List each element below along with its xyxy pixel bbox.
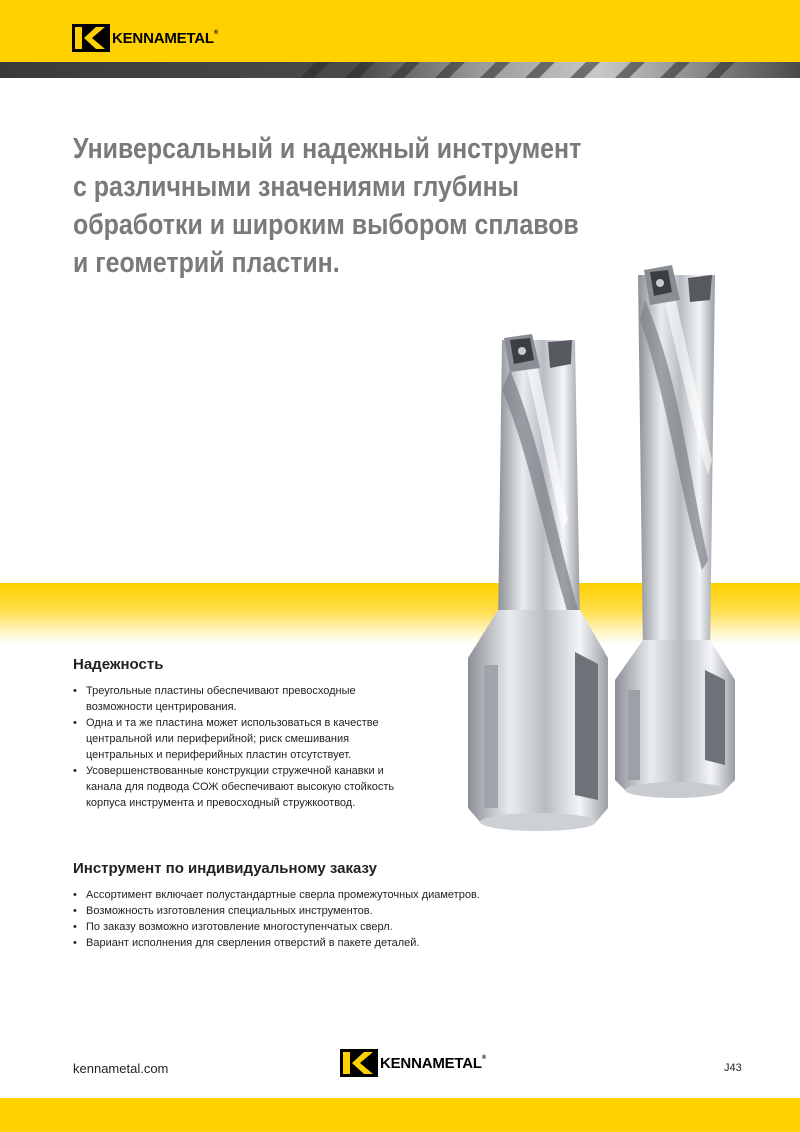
bullet-list (73, 887, 533, 951)
list-item: • Ассортимент включает полустандартные сверла промежуточных диаметров. (73, 889, 480, 901)
headline-line: Универсальный и надежный инструмент (73, 133, 582, 165)
kennametal-logo-bottom (340, 1049, 486, 1077)
kennametal-k-logo-icon (72, 24, 110, 52)
kennametal-logo-top (72, 24, 218, 52)
drill-small (468, 334, 608, 831)
bullet-icon: • (73, 765, 77, 777)
list-item: • Возможность изготовления специальных инструментов. (73, 905, 373, 917)
bullet-icon: • (73, 905, 77, 917)
bullet-icon: • (73, 921, 77, 933)
list-item: • Усовершенствованные конструкции стружечной канавки и канала для подвода СОЖ обеспечивают высокую стойкость корпуса инструмента и превосходный стружкоотвод. (73, 765, 395, 809)
bullet-list (73, 683, 403, 811)
section-custom-tools (73, 860, 533, 951)
bullet-icon: • (73, 685, 77, 697)
list-item: • По заказу возможно изготовление многоступенчатых сверл. (73, 921, 393, 933)
footer-website-link[interactable]: kennametal.com (73, 1061, 169, 1076)
list-item: • Вариант исполнения для сверления отверстий в пакете деталей. (73, 937, 420, 949)
section-title: Надежность (73, 656, 164, 673)
headline-line: с различными значениями глубины (73, 171, 519, 203)
bullet-icon: • (73, 717, 77, 729)
kennametal-logo-wordmark: KENNAMETAL® (112, 29, 219, 47)
page-number: J43 (724, 1062, 742, 1074)
kennametal-k-logo-icon (340, 1049, 378, 1077)
footer-band (0, 1098, 800, 1132)
header-stripe-bar (0, 62, 800, 78)
indexable-drill-image (440, 260, 800, 840)
headline-line: обработки и широким выбором сплавов (73, 209, 579, 241)
kennametal-logo-wordmark: KENNAMETAL® (380, 1054, 487, 1072)
bullet-icon: • (73, 889, 77, 901)
section-reliability (73, 656, 403, 811)
headline-line: и геометрий пластин. (73, 247, 340, 279)
drill-large (615, 265, 735, 798)
list-item: • Треугольные пластины обеспечивают превосходные возможности центрирования. (73, 685, 356, 713)
bullet-icon: • (73, 937, 77, 949)
list-item: • Одна и та же пластина может использоваться в качестве центральной или периферийной; риск смешивания центральных и периферийных пластин отсутствует. (73, 717, 379, 761)
section-title: Инструмент по индивидуальному заказу (73, 860, 377, 877)
